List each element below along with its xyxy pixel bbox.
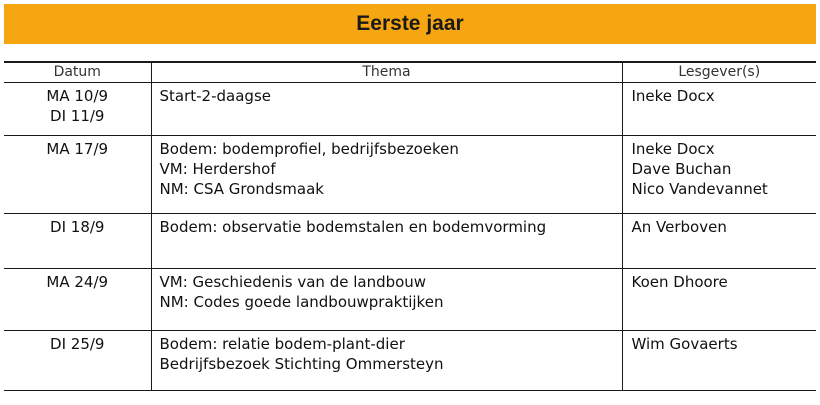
topic-line: Bedrijfsbezoek Stichting Ommersteyn [159, 355, 444, 373]
topic-line: Bodem: relatie bodem-plant-dier [159, 335, 405, 353]
topic-line: Start-2-daagse [159, 87, 271, 105]
date-line: DI 11/9 [50, 107, 105, 125]
teacher-line: An Verboven [631, 218, 727, 236]
date-cell [4, 214, 151, 269]
table-row [4, 214, 816, 269]
teacher-line: Nico Vandevannet [631, 180, 768, 198]
date-line: MA 17/9 [46, 140, 109, 158]
column-header-thema: Thema [151, 62, 622, 83]
title-banner [4, 4, 816, 44]
teacher-cell [622, 214, 816, 269]
table-row [4, 83, 816, 136]
date-cell [4, 331, 151, 391]
teacher-line: Ineke Docx [631, 140, 715, 158]
table-row [4, 136, 816, 214]
topic-cell [151, 331, 622, 391]
schedule-table [4, 61, 816, 391]
topic-line: Bodem: bodemprofiel, bedrijfsbezoeken [159, 140, 459, 158]
teacher-cell [622, 83, 816, 136]
topic-line: NM: Codes goede landbouwpraktijken [159, 293, 444, 311]
teacher-line: Wim Govaerts [631, 335, 738, 353]
date-line: MA 10/9 [46, 87, 109, 105]
date-cell [4, 83, 151, 136]
table-row [4, 331, 816, 391]
page-title: Eerste jaar [356, 12, 464, 35]
topic-line: VM: Geschiedenis van de landbouw [159, 273, 427, 291]
teacher-cell [622, 136, 816, 214]
date-line: MA 24/9 [46, 273, 109, 291]
teacher-line: Koen Dhoore [631, 273, 728, 291]
topic-line: Bodem: observatie bodemstalen en bodemvorming [159, 218, 547, 236]
date-line: DI 25/9 [50, 335, 105, 353]
column-header-datum: Datum [4, 62, 151, 83]
teacher-line: Dave Buchan [631, 160, 732, 178]
teacher-cell [622, 269, 816, 331]
date-cell [4, 136, 151, 214]
table-header-row [4, 62, 816, 83]
date-line: DI 18/9 [50, 218, 105, 236]
topic-cell [151, 214, 622, 269]
date-cell [4, 269, 151, 331]
topic-cell [151, 269, 622, 331]
topic-cell [151, 83, 622, 136]
column-header-lesgevers: Lesgever(s) [622, 62, 816, 83]
topic-line: VM: Herdershof [159, 160, 276, 178]
teacher-line: Ineke Docx [631, 87, 715, 105]
topic-line: NM: CSA Grondsmaak [159, 180, 324, 198]
teacher-cell [622, 331, 816, 391]
table-row [4, 269, 816, 331]
topic-cell [151, 136, 622, 214]
